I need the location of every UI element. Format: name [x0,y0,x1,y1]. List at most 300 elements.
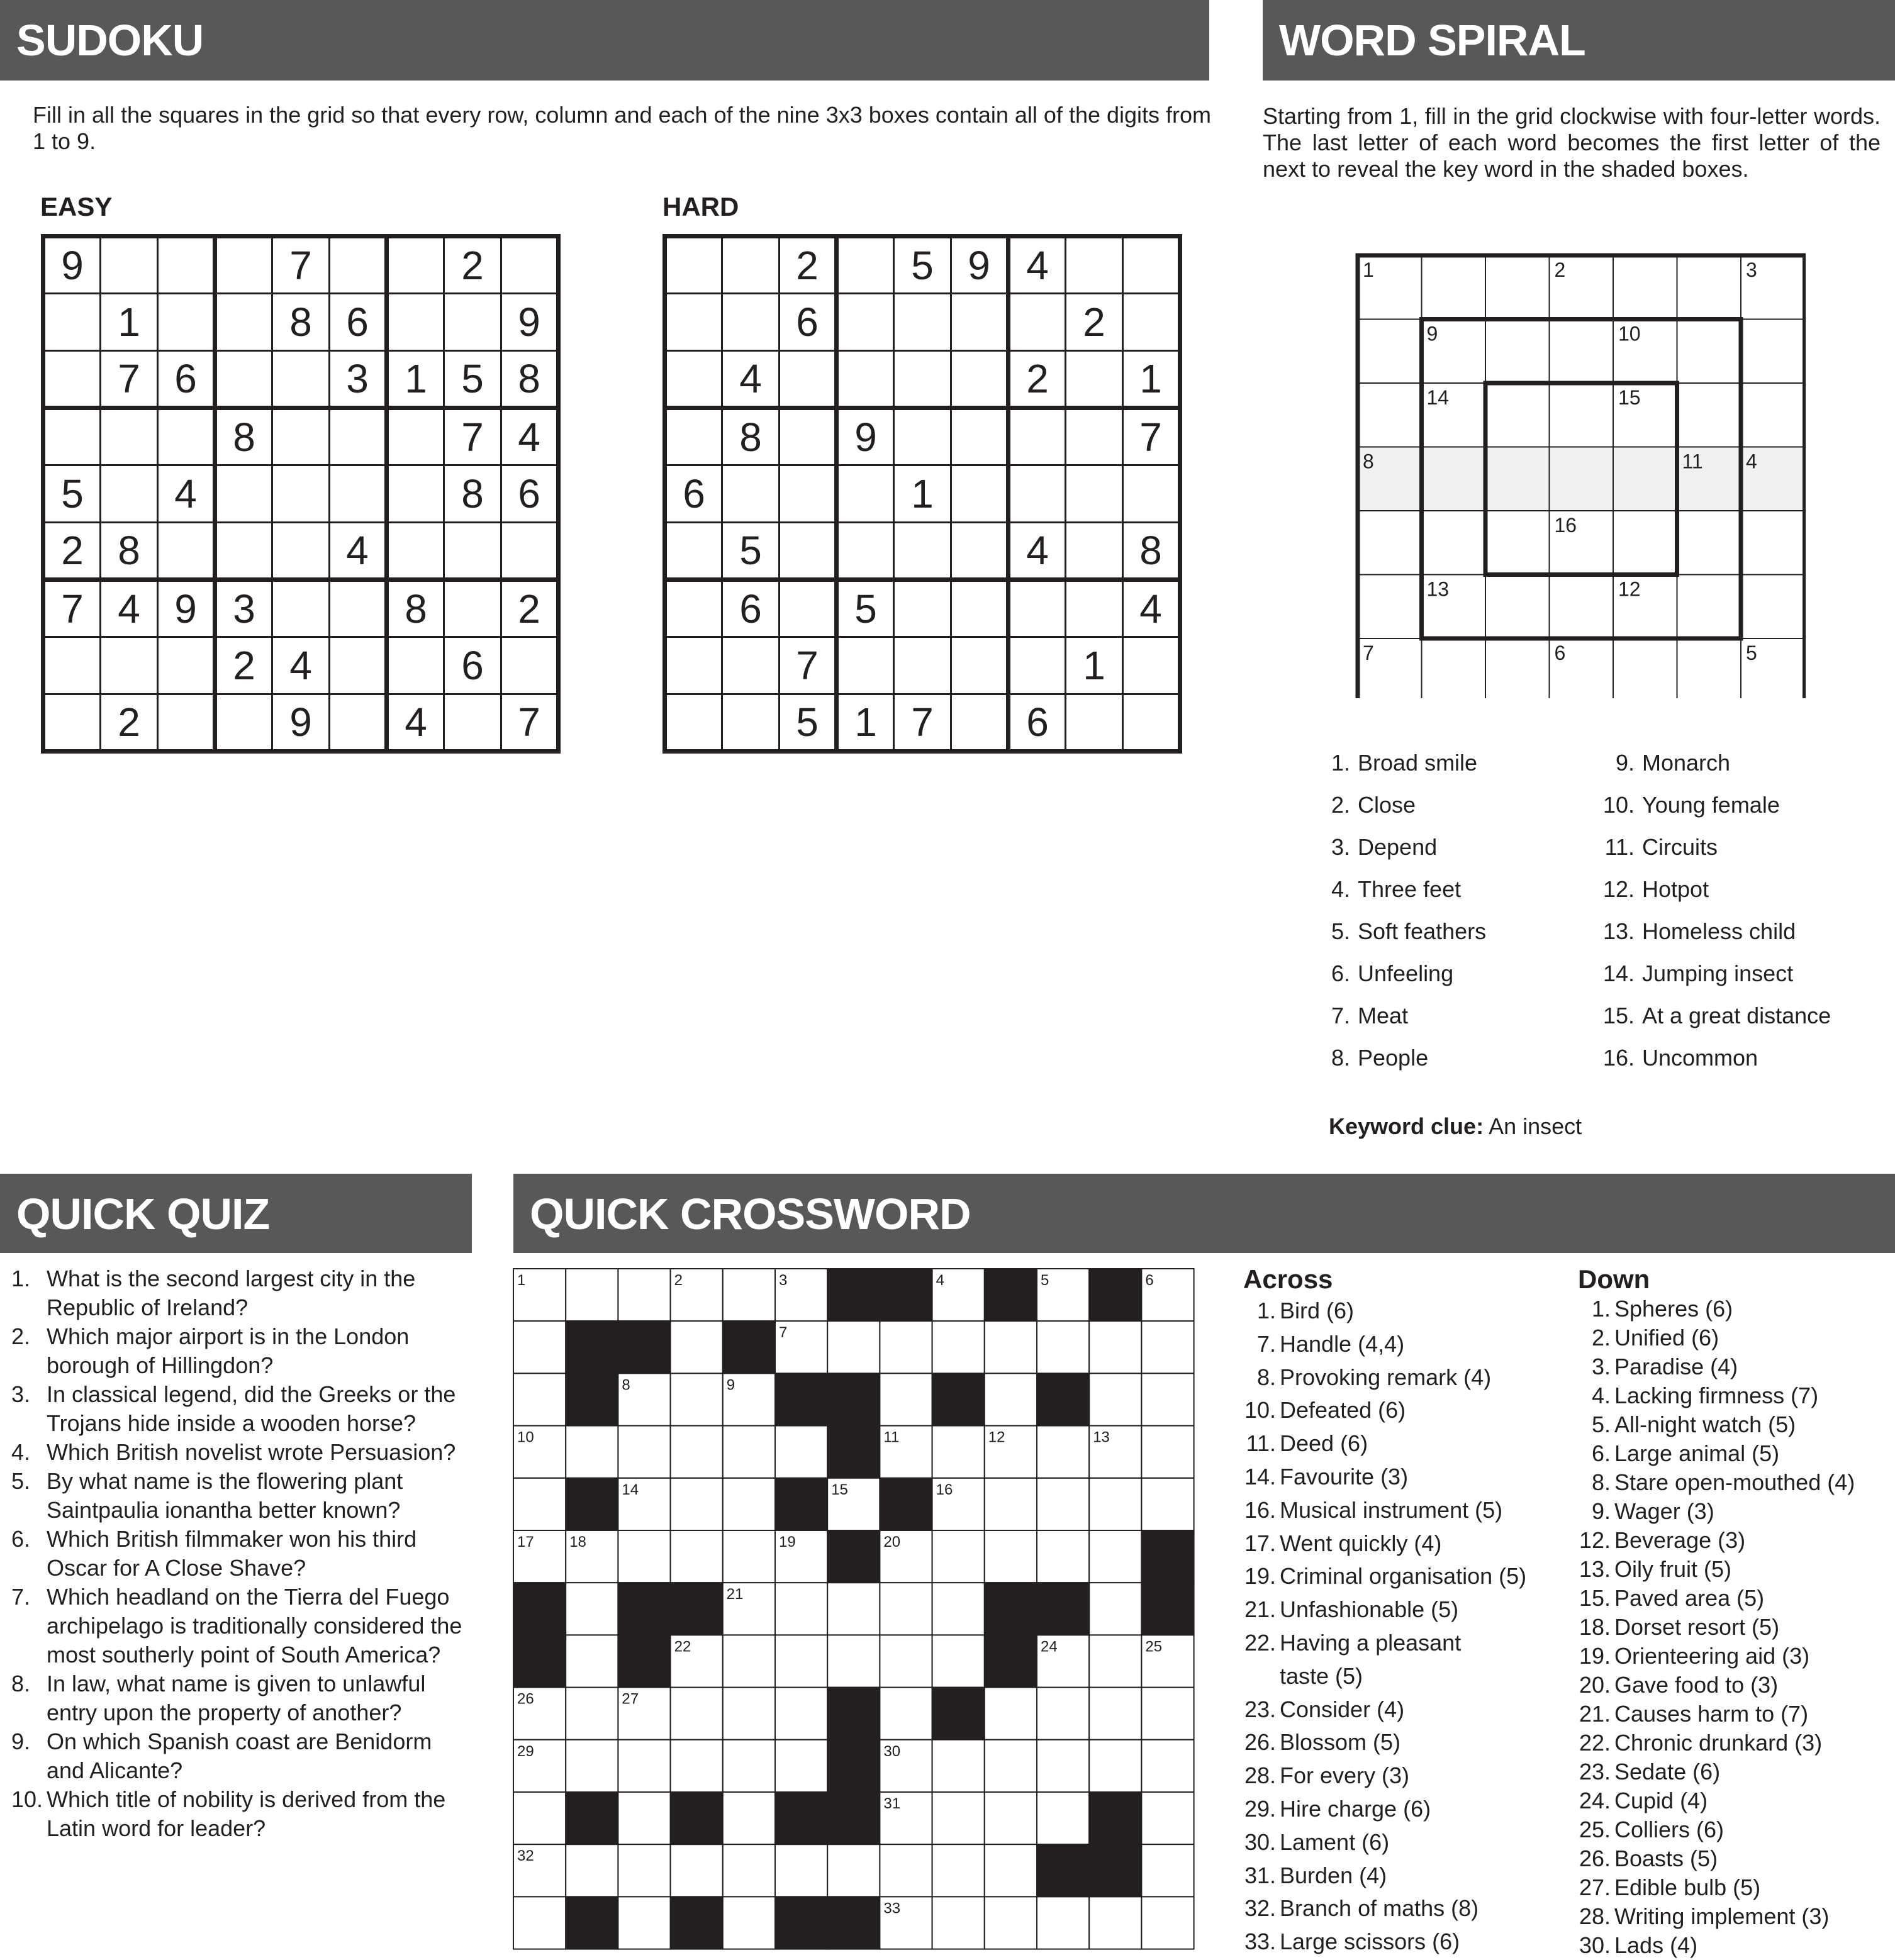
sudoku-cell[interactable]: 7 [272,237,330,294]
crossword-cell[interactable] [1037,1426,1089,1478]
crossword-cell[interactable] [1089,1583,1141,1635]
crossword-cell[interactable] [723,1896,775,1949]
sudoku-cell[interactable] [43,294,101,351]
sudoku-cell[interactable] [1123,237,1180,294]
sudoku-cell[interactable] [665,694,722,752]
sudoku-cell[interactable]: 7 [894,694,951,752]
sudoku-cell[interactable] [330,637,387,694]
crossword-cell[interactable] [1141,1844,1193,1896]
crossword-cell[interactable] [880,1635,932,1687]
sudoku-cell[interactable]: 1 [1123,351,1180,408]
sudoku-cell[interactable]: 6 [665,465,722,523]
crossword-clue [1578,1815,1892,1844]
crossword-cell[interactable] [932,1530,985,1583]
sudoku-cell[interactable] [1009,465,1066,523]
crossword-cell[interactable] [723,1269,775,1321]
sudoku-cell[interactable]: 3 [215,580,272,637]
sudoku-cell[interactable]: 4 [501,408,559,465]
sudoku-cell[interactable] [837,351,894,408]
sudoku-cell[interactable]: 5 [43,465,101,523]
crossword-cell[interactable] [671,1478,723,1530]
clue-text: Large animal (5) [1614,1440,1780,1466]
sudoku-cell[interactable] [1123,294,1180,351]
crossword-cell[interactable] [985,1792,1037,1844]
sudoku-cell[interactable]: 8 [387,580,444,637]
crossword-cell[interactable] [985,1740,1037,1792]
sudoku-cell[interactable] [1123,465,1180,523]
crossword-cell[interactable] [775,1635,827,1687]
crossword-cell[interactable] [566,1740,618,1792]
sudoku-cell[interactable] [215,351,272,408]
crossword-cell[interactable] [932,1740,985,1792]
crossword-cell[interactable] [932,1426,985,1478]
sudoku-cell[interactable] [387,294,444,351]
sudoku-cell[interactable] [387,637,444,694]
sudoku-cell[interactable] [837,465,894,523]
crossword-cell[interactable] [827,1583,880,1635]
crossword-cell[interactable] [723,1426,775,1478]
sudoku-cell[interactable] [501,637,559,694]
sudoku-cell[interactable] [272,351,330,408]
question-number: 1. [11,1266,31,1291]
crossword-cell[interactable] [723,1844,775,1896]
sudoku-cell[interactable] [1066,351,1123,408]
sudoku-cell[interactable] [951,465,1009,523]
black-square [671,1792,723,1844]
sudoku-cell[interactable] [665,580,722,637]
sudoku-cell[interactable] [780,580,837,637]
crossword-cell[interactable] [775,1426,827,1478]
crossword-cell[interactable] [1089,1530,1141,1583]
crossword-cell[interactable] [827,1635,880,1687]
clue-number: 25. [1579,1817,1611,1842]
sudoku-cell[interactable]: 9 [837,408,894,465]
question-text: Which major airport is in the London borough of Hillingdon? [47,1323,410,1378]
sudoku-cell[interactable] [444,580,501,637]
crossword-cell[interactable] [513,1321,566,1373]
sudoku-cell[interactable] [387,465,444,523]
clue-text: taste (5) [1280,1662,1363,1689]
crossword-cell[interactable] [1141,1321,1193,1373]
sudoku-cell[interactable] [101,637,158,694]
spiral-clue [1328,1003,1408,1029]
sudoku-cell[interactable] [894,294,951,351]
black-square [775,1373,827,1425]
crossword-cell[interactable] [985,1478,1037,1530]
sudoku-cell[interactable] [665,523,722,580]
sudoku-cell[interactable] [837,637,894,694]
crossword-cell[interactable] [1089,1635,1141,1687]
sudoku-cell[interactable]: 1 [894,465,951,523]
crossword-cell[interactable] [618,1896,670,1949]
sudoku-cell[interactable]: 8 [1123,523,1180,580]
clue-number: 1. [1591,1296,1611,1322]
sudoku-cell[interactable] [444,523,501,580]
crossword-cell[interactable] [985,1321,1037,1373]
black-square [827,1373,880,1425]
sudoku-cell[interactable]: 4 [101,580,158,637]
sudoku-cell[interactable]: 6 [501,465,559,523]
sudoku-cell[interactable]: 8 [501,351,559,408]
crossword-cell[interactable] [985,1896,1037,1949]
sudoku-cell[interactable] [272,580,330,637]
sudoku-cell[interactable]: 1 [101,294,158,351]
crossword-cell[interactable] [1037,1478,1089,1530]
sudoku-cell[interactable] [951,294,1009,351]
crossword-cell[interactable] [618,1792,670,1844]
sudoku-cell[interactable] [43,408,101,465]
sudoku-cell[interactable]: 2 [43,523,101,580]
sudoku-cell[interactable] [1123,637,1180,694]
sudoku-cell[interactable] [272,523,330,580]
sudoku-cell[interactable] [387,408,444,465]
spiral-clue [1598,792,1780,818]
crossword-cell[interactable] [1037,1740,1089,1792]
crossword-cell[interactable] [1141,1896,1193,1949]
crossword-cell[interactable] [1037,1792,1089,1844]
sudoku-cell[interactable]: 2 [101,694,158,752]
crossword-cell[interactable] [985,1844,1037,1896]
sudoku-cell[interactable]: 2 [444,237,501,294]
sudoku-cell[interactable] [387,523,444,580]
clue-number: 8. [1591,1469,1611,1495]
crossword-cell[interactable] [827,1321,880,1373]
sudoku-cell[interactable]: 9 [501,294,559,351]
sudoku-cell[interactable] [951,694,1009,752]
sudoku-cell[interactable] [780,465,837,523]
sudoku-cell[interactable] [1009,580,1066,637]
crossword-cell[interactable] [932,1583,985,1635]
sudoku-cell[interactable]: 4 [722,351,780,408]
sudoku-cell[interactable]: 1 [387,351,444,408]
keyword-clue-text: An insect [1489,1113,1582,1139]
sudoku-cell[interactable] [158,294,215,351]
crossword-cell[interactable] [880,1844,932,1896]
easy-label: EASY [40,192,113,221]
sudoku-cell[interactable]: 4 [1123,580,1180,637]
crossword-cell[interactable] [618,1740,670,1792]
crossword-cell[interactable] [566,1844,618,1896]
sudoku-cell[interactable] [330,694,387,752]
crossword-cell[interactable] [880,1373,932,1425]
crossword-number: 29 [517,1742,534,1760]
crossword-cell[interactable] [723,1530,775,1583]
sudoku-cell[interactable] [444,694,501,752]
sudoku-cell[interactable]: 9 [272,694,330,752]
crossword-cell[interactable] [1141,1688,1193,1740]
crossword-cell[interactable] [618,1530,670,1583]
crossword-cell[interactable] [1037,1688,1089,1740]
crossword-cell[interactable] [723,1635,775,1687]
sudoku-cell[interactable] [665,637,722,694]
quiz-question [9,1380,468,1438]
sudoku-cell[interactable] [215,237,272,294]
crossword-cell[interactable] [513,1478,566,1530]
sudoku-cell[interactable] [1066,580,1123,637]
sudoku-cell[interactable] [894,580,951,637]
sudoku-cell[interactable]: 9 [158,580,215,637]
sudoku-cell[interactable] [1009,408,1066,465]
across-clues [1243,1264,1558,1959]
sudoku-cell[interactable] [1009,294,1066,351]
crossword-cell[interactable] [1089,1688,1141,1740]
crossword-cell[interactable] [880,1688,932,1740]
sudoku-cell[interactable] [780,351,837,408]
crossword-cell[interactable] [1141,1426,1193,1478]
crossword-cell[interactable] [880,1583,932,1635]
black-square [1141,1530,1193,1583]
sudoku-cell[interactable] [665,294,722,351]
sudoku-cell[interactable]: 1 [1066,637,1123,694]
clue-number: 23. [1244,1696,1276,1722]
crossword-cell[interactable] [1089,1321,1141,1373]
crossword-cell[interactable] [775,1688,827,1740]
sudoku-cell[interactable]: 8 [722,408,780,465]
sudoku-cell[interactable] [722,694,780,752]
sudoku-cell[interactable] [1066,237,1123,294]
sudoku-cell[interactable] [951,580,1009,637]
sudoku-cell[interactable]: 9 [951,237,1009,294]
sudoku-cell[interactable] [101,237,158,294]
sudoku-cell[interactable]: 3 [330,351,387,408]
sudoku-cell[interactable]: 2 [780,237,837,294]
sudoku-cell[interactable] [158,523,215,580]
sudoku-cell[interactable] [272,408,330,465]
sudoku-cell[interactable]: 8 [444,465,501,523]
crossword-cell[interactable] [723,1792,775,1844]
crossword-cell[interactable] [932,1844,985,1896]
sudoku-cell[interactable] [158,408,215,465]
sudoku-cell[interactable]: 7 [780,637,837,694]
crossword-cell[interactable] [723,1688,775,1740]
crossword-cell[interactable] [566,1426,618,1478]
sudoku-cell[interactable]: 6 [780,294,837,351]
crossword-cell[interactable] [671,1740,723,1792]
crossword-cell[interactable] [932,1792,985,1844]
black-square [985,1583,1037,1635]
sudoku-cell[interactable]: 6 [1009,694,1066,752]
sudoku-cell[interactable]: 6 [444,637,501,694]
sudoku-cell[interactable] [215,465,272,523]
sudoku-cell[interactable]: 4 [387,694,444,752]
sudoku-cell[interactable] [722,465,780,523]
sudoku-cell[interactable] [215,694,272,752]
sudoku-cell[interactable]: 7 [43,580,101,637]
sudoku-cell[interactable]: 4 [272,637,330,694]
sudoku-cell[interactable] [1066,523,1123,580]
sudoku-cell[interactable] [951,351,1009,408]
sudoku-cell[interactable]: 5 [722,523,780,580]
sudoku-cell[interactable]: 4 [1009,237,1066,294]
sudoku-cell[interactable]: 9 [43,237,101,294]
clue-text: Broad smile [1358,750,1478,776]
crossword-cell[interactable] [618,1269,670,1321]
sudoku-cell[interactable]: 7 [101,351,158,408]
crossword-cell[interactable] [513,1896,566,1949]
sudoku-cell[interactable] [722,294,780,351]
sudoku-cell[interactable]: 6 [330,294,387,351]
sudoku-cell[interactable]: 8 [215,408,272,465]
sudoku-cell[interactable] [894,523,951,580]
sudoku-cell[interactable]: 8 [272,294,330,351]
sudoku-cell[interactable] [158,637,215,694]
sudoku-cell[interactable]: 4 [158,465,215,523]
sudoku-cell[interactable]: 7 [1123,408,1180,465]
clue-text: Handle (4,4) [1280,1330,1405,1357]
crossword-cell[interactable] [618,1844,670,1896]
crossword-cell[interactable] [723,1740,775,1792]
sudoku-cell[interactable] [837,237,894,294]
sudoku-cell[interactable]: 2 [1066,294,1123,351]
sudoku-cell[interactable] [158,694,215,752]
crossword-cell[interactable] [1089,1373,1141,1425]
sudoku-cell[interactable] [501,237,559,294]
sudoku-cell[interactable]: 5 [444,351,501,408]
sudoku-cell[interactable] [780,523,837,580]
crossword-cell[interactable] [513,1792,566,1844]
sudoku-cell[interactable] [894,408,951,465]
sudoku-cell[interactable] [43,637,101,694]
sudoku-cell[interactable]: 5 [894,237,951,294]
sudoku-cell[interactable] [101,408,158,465]
crossword-cell[interactable] [880,1321,932,1373]
crossword-cell[interactable] [723,1478,775,1530]
spiral-clue [1598,750,1730,776]
crossword-cell[interactable] [671,1844,723,1896]
sudoku-cell[interactable] [330,580,387,637]
sudoku-cell[interactable] [1066,408,1123,465]
sudoku-cell[interactable]: 6 [158,351,215,408]
sudoku-cell[interactable] [43,694,101,752]
sudoku-cell[interactable] [215,294,272,351]
sudoku-cell[interactable] [1009,637,1066,694]
crossword-cell[interactable] [671,1373,723,1425]
crossword-cell[interactable] [671,1530,723,1583]
crossword-cell[interactable] [618,1426,670,1478]
crossword-cell[interactable] [775,1740,827,1792]
clue-number: 9. [1615,750,1635,776]
sudoku-cell[interactable] [722,637,780,694]
crossword-cell[interactable] [1141,1740,1193,1792]
sudoku-cell[interactable] [665,408,722,465]
sudoku-cell[interactable]: 7 [501,694,559,752]
crossword-clue [1243,1560,1558,1593]
sudoku-cell[interactable] [665,237,722,294]
crossword-number: 13 [1093,1428,1110,1446]
crossword-cell[interactable] [1089,1478,1141,1530]
sudoku-cell[interactable] [894,351,951,408]
sudoku-cell[interactable] [1066,465,1123,523]
sudoku-cell[interactable] [951,523,1009,580]
crossword-cell[interactable] [513,1373,566,1425]
crossword-cell[interactable] [566,1583,618,1635]
crossword-cell[interactable] [985,1530,1037,1583]
crossword-cell[interactable] [985,1373,1037,1425]
sudoku-cell[interactable]: 2 [501,580,559,637]
crossword-cell[interactable] [1141,1792,1193,1844]
sudoku-cell[interactable] [837,294,894,351]
crossword-clue [1243,1660,1558,1693]
crossword-cell[interactable] [671,1426,723,1478]
question-text: Which British novelist wrote Persuasion? [47,1439,456,1465]
sudoku-cell[interactable]: 5 [780,694,837,752]
crossword-cell[interactable] [671,1321,723,1373]
sudoku-cell[interactable] [951,408,1009,465]
crossword-cell[interactable] [566,1688,618,1740]
crossword-cell[interactable] [671,1688,723,1740]
sudoku-cell[interactable] [1066,694,1123,752]
crossword-cell[interactable] [827,1844,880,1896]
sudoku-cell[interactable] [272,465,330,523]
sudoku-cell[interactable] [330,408,387,465]
sudoku-cell[interactable] [780,408,837,465]
sudoku-cell[interactable]: 4 [330,523,387,580]
crossword-clue [1578,1584,1892,1613]
crossword-cell[interactable] [932,1896,985,1949]
crossword-cell[interactable] [775,1583,827,1635]
question-number: 10. [11,1786,43,1812]
sudoku-cell[interactable] [1123,694,1180,752]
sudoku-cell[interactable] [101,465,158,523]
sudoku-cell[interactable] [43,351,101,408]
crossword-cell[interactable] [566,1269,618,1321]
sudoku-cell[interactable] [665,351,722,408]
crossword-cell[interactable] [1037,1321,1089,1373]
sudoku-cell[interactable]: 5 [837,580,894,637]
sudoku-cell[interactable]: 8 [101,523,158,580]
spiral-cell-number: 7 [1363,642,1374,664]
sudoku-cell[interactable] [444,294,501,351]
sudoku-cell[interactable] [837,523,894,580]
crossword-cell[interactable] [775,1844,827,1896]
black-square [1141,1583,1193,1635]
crossword-cell[interactable] [1141,1478,1193,1530]
sudoku-cell[interactable]: 6 [722,580,780,637]
sudoku-cell[interactable]: 1 [837,694,894,752]
sudoku-cell[interactable]: 4 [1009,523,1066,580]
black-square [1089,1269,1141,1321]
sudoku-cell[interactable]: 2 [215,637,272,694]
question-text: By what name is the flowering plant Saintpaulia ionantha better known? [47,1468,403,1523]
clue-number: 16. [1244,1496,1276,1523]
crossword-cell[interactable] [1037,1896,1089,1949]
crossword-cell[interactable] [1089,1896,1141,1949]
crossword-cell[interactable] [1089,1740,1141,1792]
sudoku-cell[interactable] [158,237,215,294]
crossword-cell[interactable] [566,1635,618,1687]
sudoku-cell[interactable] [722,237,780,294]
crossword-cell[interactable] [1037,1530,1089,1583]
clue-number: 21. [1244,1596,1276,1623]
sudoku-cell[interactable] [330,237,387,294]
crossword-cell[interactable] [985,1688,1037,1740]
sudoku-cell[interactable] [387,237,444,294]
sudoku-cell[interactable] [894,637,951,694]
sudoku-cell[interactable]: 7 [444,408,501,465]
quiz-question [9,1467,468,1525]
sudoku-cell[interactable] [501,523,559,580]
sudoku-cell[interactable] [951,637,1009,694]
hard-table [662,234,1182,754]
crossword-clue [1578,1931,1892,1960]
crossword-cell[interactable] [932,1635,985,1687]
spiral-clue [1328,876,1461,903]
sudoku-cell[interactable] [215,523,272,580]
sudoku-cell[interactable]: 2 [1009,351,1066,408]
sudoku-cell[interactable] [330,465,387,523]
crossword-cell[interactable] [1141,1373,1193,1425]
crossword-cell[interactable] [932,1321,985,1373]
